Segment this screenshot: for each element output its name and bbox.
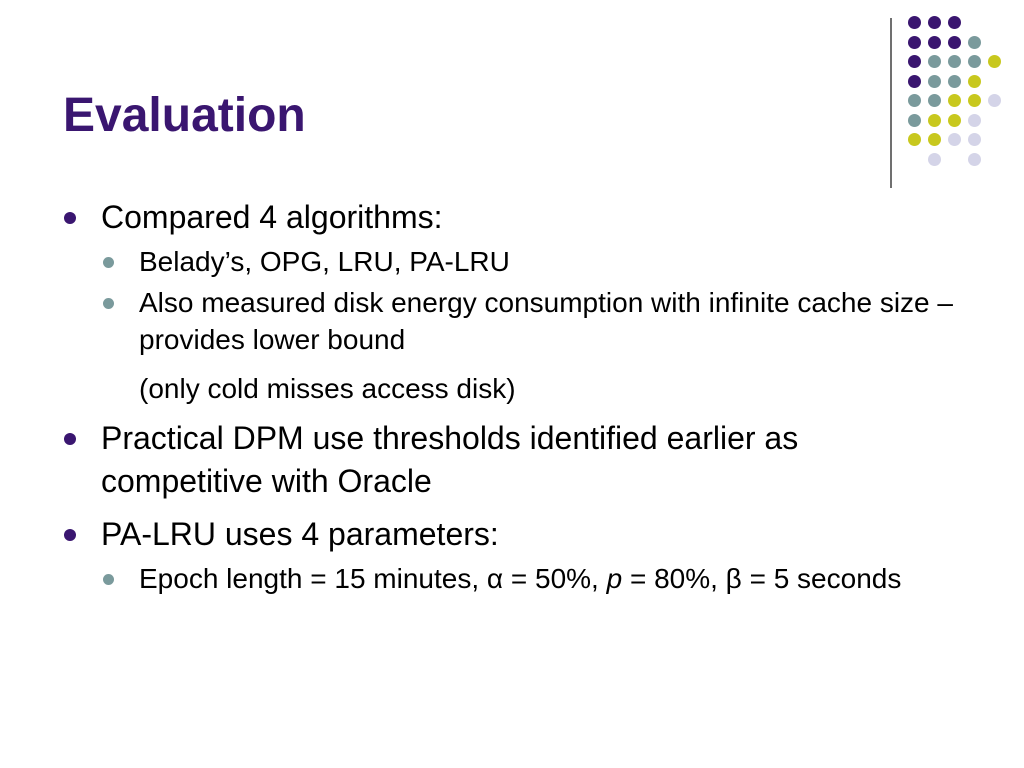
sub-bullet-italic-variable: p [606,563,623,594]
sub-bullet-item [101,284,963,358]
dot [988,55,1001,68]
dot [908,94,921,107]
dot [928,114,941,127]
dot [948,16,961,29]
dot [988,94,1001,107]
vertical-divider [890,18,892,188]
dot [948,36,961,49]
bullet-dot-icon [64,529,76,541]
dot [908,133,921,146]
dot [948,75,961,88]
bullet-text: Practical DPM use thresholds identified earlier as competitive with Oracle [101,420,799,499]
dot [928,133,941,146]
sub-bullet-item [101,243,963,280]
bullet-item [63,417,963,503]
bullet-text: Compared 4 algorithms: [101,199,443,235]
dot [948,55,961,68]
dot [948,94,961,107]
dot [928,55,941,68]
sub-bullet-text: Belady’s, OPG, LRU, PA-LRU [139,246,510,277]
bullet-text: PA-LRU uses 4 parameters: [101,516,499,552]
dot [968,55,981,68]
dot [928,94,941,107]
slide-body [63,196,963,597]
dot [908,16,921,29]
sub-bullet-text: Also measured disk energy consumption with infinite cache size – provides lower bound [139,287,953,355]
dot [968,153,981,166]
dot [948,133,961,146]
dot [968,75,981,88]
dot [968,133,981,146]
dot [928,75,941,88]
bullet-item [63,196,963,239]
sub-bullet-dot-icon [103,298,114,309]
dot [968,36,981,49]
dot [908,75,921,88]
bullet-item [63,513,963,556]
dot [928,153,941,166]
sub-bullet-continuation: (only cold misses access disk) [139,373,516,404]
sub-bullet-dot-icon [103,574,114,585]
sub-bullet-dot-icon [103,257,114,268]
dot [968,114,981,127]
dot [928,36,941,49]
dot-grid-decoration [908,16,1024,166]
dot [908,55,921,68]
dot [908,36,921,49]
bullet-dot-icon [64,433,76,445]
dot [908,114,921,127]
sub-bullet-text-part: = 80%, β = 5 seconds [622,563,902,594]
slide-title: Evaluation [63,89,306,142]
sub-bullet-item [101,560,963,597]
sub-bullet-text-part: Epoch length = 15 minutes, α = 50%, [139,563,607,594]
dot [928,16,941,29]
dot [968,94,981,107]
bullet-dot-icon [64,212,76,224]
dot [948,114,961,127]
